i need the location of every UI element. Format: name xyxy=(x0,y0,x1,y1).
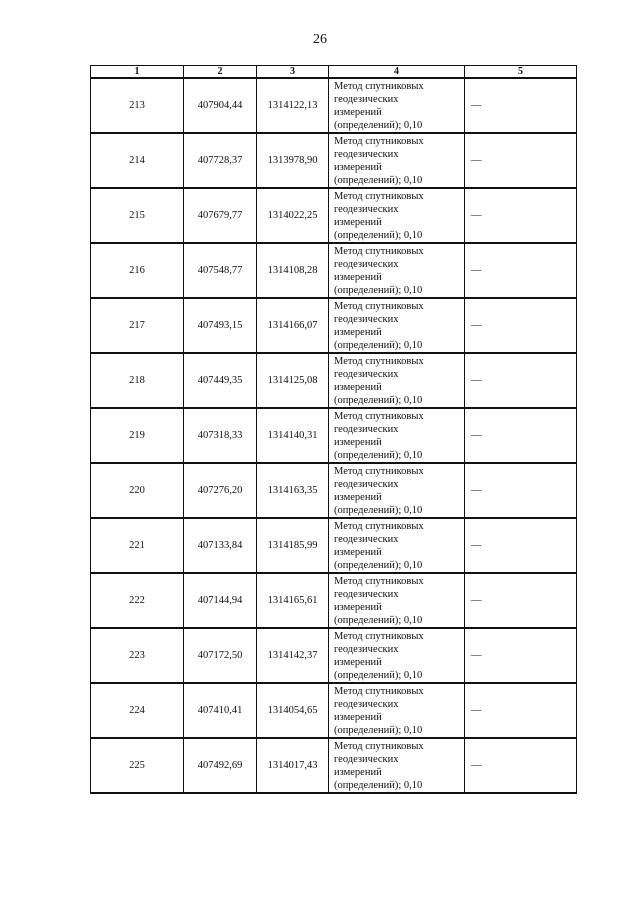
table-row xyxy=(91,628,577,683)
note-cell: — xyxy=(465,573,577,628)
point-number-cell: 213 xyxy=(91,78,184,133)
table-row xyxy=(91,353,577,408)
column-header-1: 1 xyxy=(91,66,184,79)
x-coordinate-cell: 407144,94 xyxy=(184,573,257,628)
point-number-cell: 215 xyxy=(91,188,184,243)
method-line: геодезических xyxy=(334,533,399,545)
x-coordinate-cell: 407276,20 xyxy=(184,463,257,518)
method-line: измерений xyxy=(334,161,382,173)
y-coordinate-cell: 1314022,25 xyxy=(257,188,329,243)
column-header-4: 4 xyxy=(329,66,465,79)
table-row xyxy=(91,518,577,573)
method-line: Метод спутниковых xyxy=(334,355,424,367)
y-coordinate-cell: 1314125,08 xyxy=(257,353,329,408)
method-accuracy-cell xyxy=(329,188,465,243)
x-coordinate-cell: 407548,77 xyxy=(184,243,257,298)
x-coordinate-cell: 407318,33 xyxy=(184,408,257,463)
method-line: измерений xyxy=(334,216,382,228)
method-line: Метод спутниковых xyxy=(334,80,424,92)
table-header-row xyxy=(91,66,577,79)
x-coordinate-cell: 407449,35 xyxy=(184,353,257,408)
note-cell: — xyxy=(465,188,577,243)
table-row xyxy=(91,78,577,133)
y-coordinate-cell: 1314122,13 xyxy=(257,78,329,133)
note-cell: — xyxy=(465,408,577,463)
note-cell: — xyxy=(465,683,577,738)
table-row xyxy=(91,243,577,298)
method-line: Метод спутниковых xyxy=(334,245,424,257)
method-line: геодезических xyxy=(334,643,399,655)
method-line: Метод спутниковых xyxy=(334,685,424,697)
method-line: геодезических xyxy=(334,588,399,600)
y-coordinate-cell: 1314054,65 xyxy=(257,683,329,738)
y-coordinate-cell: 1314163,35 xyxy=(257,463,329,518)
x-coordinate-cell: 407133,84 xyxy=(184,518,257,573)
table-row xyxy=(91,573,577,628)
method-line: измерений xyxy=(334,546,382,558)
point-number-cell: 217 xyxy=(91,298,184,353)
y-coordinate-cell: 1314185,99 xyxy=(257,518,329,573)
column-header-3: 3 xyxy=(257,66,329,79)
method-line: геодезических xyxy=(334,423,399,435)
y-coordinate-cell: 1314165,61 xyxy=(257,573,329,628)
note-cell: — xyxy=(465,738,577,793)
point-number-cell: 222 xyxy=(91,573,184,628)
method-line: Метод спутниковых xyxy=(334,190,424,202)
note-cell: — xyxy=(465,463,577,518)
point-number-cell: 214 xyxy=(91,133,184,188)
note-cell: — xyxy=(465,243,577,298)
method-line: (определений); 0,10 xyxy=(334,174,423,186)
y-coordinate-cell: 1314108,28 xyxy=(257,243,329,298)
method-accuracy-cell xyxy=(329,78,465,133)
method-line: измерений xyxy=(334,436,382,448)
method-line: геодезических xyxy=(334,148,399,160)
page-number: 26 xyxy=(313,32,327,47)
method-line: измерений xyxy=(334,766,382,778)
method-line: геодезических xyxy=(334,203,399,215)
point-number-cell: 219 xyxy=(91,408,184,463)
note-cell: — xyxy=(465,298,577,353)
method-line: Метод спутниковых xyxy=(334,465,424,477)
y-coordinate-cell: 1313978,90 xyxy=(257,133,329,188)
method-line: измерений xyxy=(334,601,382,613)
method-line: измерений xyxy=(334,491,382,503)
method-line: (определений); 0,10 xyxy=(334,504,423,516)
method-line: геодезических xyxy=(334,478,399,490)
method-line: (определений); 0,10 xyxy=(334,559,423,571)
method-line: (определений); 0,10 xyxy=(334,229,423,241)
method-line: измерений xyxy=(334,656,382,668)
y-coordinate-cell: 1314140,31 xyxy=(257,408,329,463)
method-line: геодезических xyxy=(334,93,399,105)
x-coordinate-cell: 407904,44 xyxy=(184,78,257,133)
method-line: геодезических xyxy=(334,698,399,710)
point-number-cell: 224 xyxy=(91,683,184,738)
note-cell: — xyxy=(465,628,577,683)
table-row xyxy=(91,683,577,738)
x-coordinate-cell: 407728,37 xyxy=(184,133,257,188)
method-line: Метод спутниковых xyxy=(334,300,424,312)
note-cell: — xyxy=(465,353,577,408)
y-coordinate-cell: 1314166,07 xyxy=(257,298,329,353)
note-cell: — xyxy=(465,133,577,188)
method-accuracy-cell xyxy=(329,408,465,463)
x-coordinate-cell: 407172,50 xyxy=(184,628,257,683)
method-line: геодезических xyxy=(334,313,399,325)
method-line: (определений); 0,10 xyxy=(334,449,423,461)
column-header-2: 2 xyxy=(184,66,257,79)
table-row xyxy=(91,463,577,518)
point-number-cell: 225 xyxy=(91,738,184,793)
coordinates-table xyxy=(90,65,577,794)
method-line: измерений xyxy=(334,326,382,338)
point-number-cell: 216 xyxy=(91,243,184,298)
x-coordinate-cell: 407410,41 xyxy=(184,683,257,738)
method-line: Метод спутниковых xyxy=(334,630,424,642)
table-row xyxy=(91,408,577,463)
method-accuracy-cell xyxy=(329,353,465,408)
method-line: (определений); 0,10 xyxy=(334,284,423,296)
method-line: (определений); 0,10 xyxy=(334,119,423,131)
method-line: измерений xyxy=(334,381,382,393)
note-cell: — xyxy=(465,518,577,573)
y-coordinate-cell: 1314142,37 xyxy=(257,628,329,683)
x-coordinate-cell: 407492,69 xyxy=(184,738,257,793)
method-line: геодезических xyxy=(334,368,399,380)
method-accuracy-cell xyxy=(329,573,465,628)
method-line: Метод спутниковых xyxy=(334,410,424,422)
note-cell: — xyxy=(465,78,577,133)
method-accuracy-cell xyxy=(329,298,465,353)
column-header-5: 5 xyxy=(465,66,577,79)
method-accuracy-cell xyxy=(329,738,465,793)
method-accuracy-cell xyxy=(329,243,465,298)
method-line: измерений xyxy=(334,271,382,283)
point-number-cell: 218 xyxy=(91,353,184,408)
method-line: Метод спутниковых xyxy=(334,575,424,587)
method-line: (определений); 0,10 xyxy=(334,614,423,626)
table-row xyxy=(91,298,577,353)
point-number-cell: 220 xyxy=(91,463,184,518)
method-line: геодезических xyxy=(334,258,399,270)
method-line: (определений); 0,10 xyxy=(334,779,423,791)
method-accuracy-cell xyxy=(329,133,465,188)
point-number-cell: 221 xyxy=(91,518,184,573)
method-line: Метод спутниковых xyxy=(334,135,424,147)
method-line: измерений xyxy=(334,106,382,118)
x-coordinate-cell: 407679,77 xyxy=(184,188,257,243)
y-coordinate-cell: 1314017,43 xyxy=(257,738,329,793)
table-body xyxy=(91,78,577,793)
method-line: (определений); 0,10 xyxy=(334,669,423,681)
x-coordinate-cell: 407493,15 xyxy=(184,298,257,353)
method-accuracy-cell xyxy=(329,628,465,683)
method-accuracy-cell xyxy=(329,463,465,518)
method-line: Метод спутниковых xyxy=(334,740,424,752)
table-row xyxy=(91,738,577,793)
method-line: (определений); 0,10 xyxy=(334,394,423,406)
method-line: измерений xyxy=(334,711,382,723)
point-number-cell: 223 xyxy=(91,628,184,683)
method-line: геодезических xyxy=(334,753,399,765)
table-row xyxy=(91,188,577,243)
method-line: Метод спутниковых xyxy=(334,520,424,532)
method-line: (определений); 0,10 xyxy=(334,339,423,351)
method-accuracy-cell xyxy=(329,518,465,573)
method-line: (определений); 0,10 xyxy=(334,724,423,736)
method-accuracy-cell xyxy=(329,683,465,738)
table-row xyxy=(91,133,577,188)
